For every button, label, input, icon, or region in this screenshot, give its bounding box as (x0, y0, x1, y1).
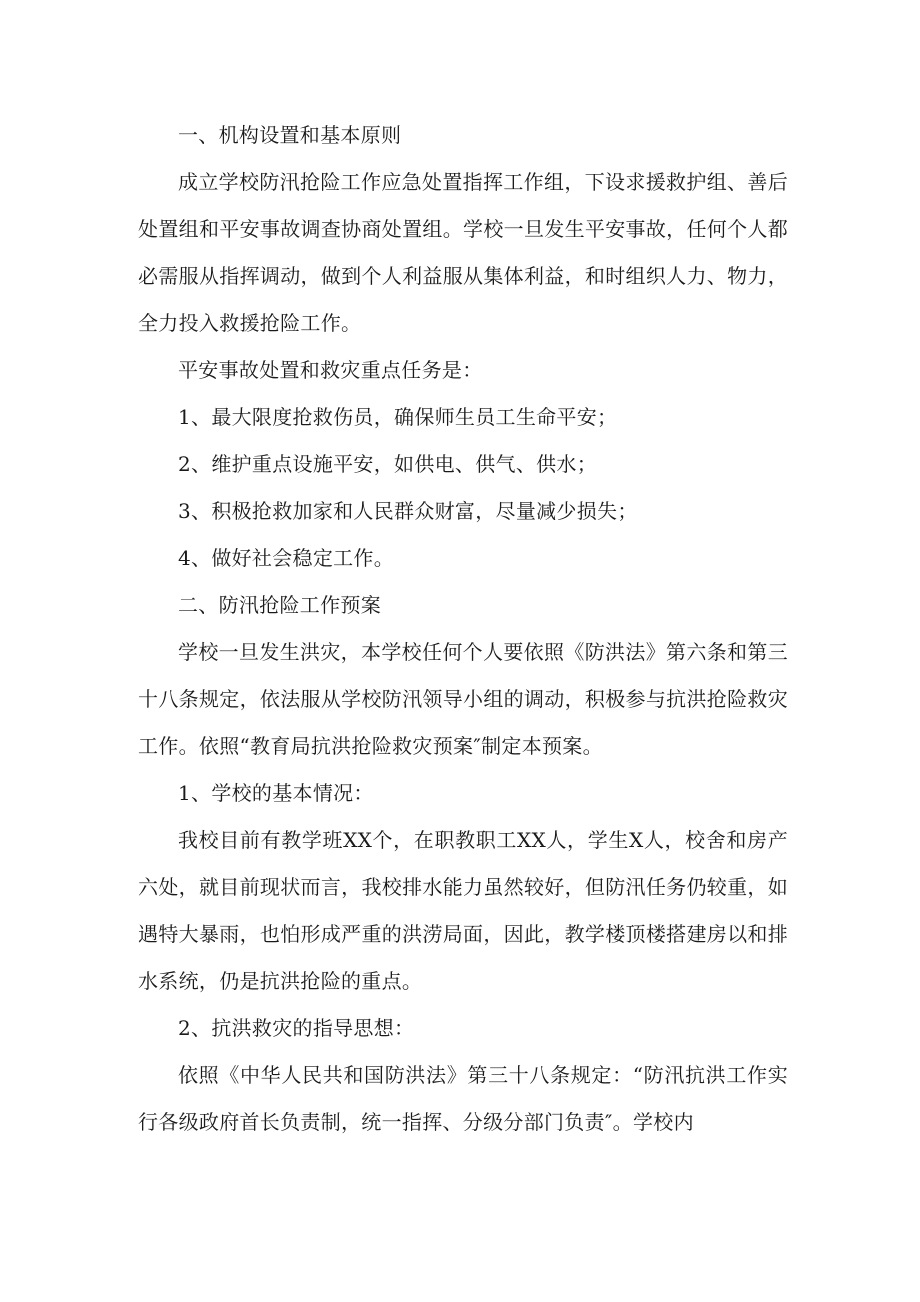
list-item: 4、做好社会稳定工作。 (178, 546, 395, 570)
section-heading-organization: 一、机构设置和基本原则 (178, 123, 402, 147)
list-item: 3、积极抢救加家和人民群众财富，尽量减少损失； (178, 499, 638, 523)
list-item: 2、维护重点设施平安，如供电、供气、供水； (178, 452, 598, 476)
body-paragraph: 依照《中华人民共和国防洪法》第三十八条规定：“防汛抗洪工作实行各级政府首长负责制，统一指挥、分级分部门负责″。学校内 (138, 1063, 788, 1134)
subsection-heading: 1、学校的基本情况： (178, 781, 374, 805)
body-paragraph: 平安事故处置和救灾重点任务是： (178, 358, 483, 382)
section-heading-plan: 二、防汛抢险工作预案 (178, 593, 381, 617)
list-item: 1、最大限度抢救伤员，确保师生员工生命平安； (178, 405, 618, 429)
body-paragraph: 我校目前有教学班XX个，在职教职工XX人，学生X人，校舍和房产六处，就目前现状而言，我校排水能力虽然较好，但防汛任务仍较重，如遇特大暴雨，也怕形成严重的洪涝局面，因此，教学楼顶楼搭建房以和排水系统，仍是抗洪抢险的重点。 (138, 828, 788, 993)
body-paragraph: 成立学校防汛抢险工作应急处置指挥工作组，下设求援救护组、善后处置组和平安事故调查协商处置组。学校一旦发生平安事故，任何个人都必需服从指挥调动，做到个人利益服从集体利益，和时组织人力、物力，全力投入救援抢险工作。 (138, 170, 788, 335)
body-paragraph: 学校一旦发生洪灾，本学校任何个人要依照《防洪法》第六条和第三十八条规定，依法服从学校防汛领导小组的调动，积极参与抗洪抢险救灾工作。依照“教育局抗洪抢险救灾预案″制定本预案。 (138, 640, 788, 758)
document-body (138, 112, 788, 1146)
subsection-heading: 2、抗洪救灾的指导思想： (178, 1016, 415, 1040)
